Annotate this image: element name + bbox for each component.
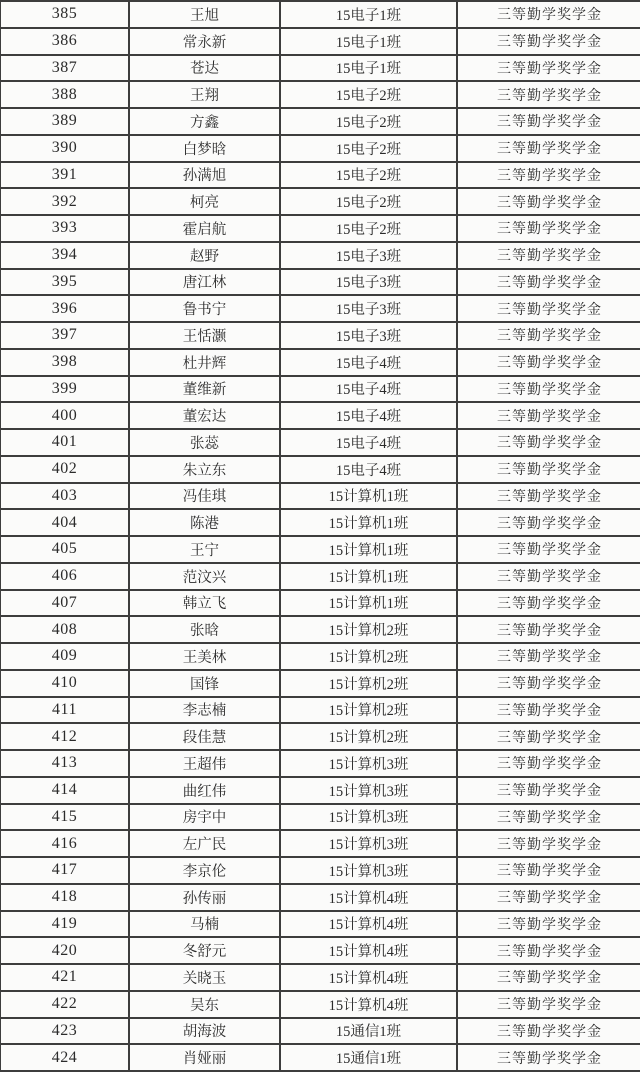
- student-name-cell: 董宏达: [129, 402, 280, 429]
- table-row: [0, 376, 640, 403]
- award-name-cell: 三等勤学奖学金: [457, 830, 640, 857]
- award-name-cell: 三等勤学奖学金: [457, 242, 640, 269]
- class-name-cell: 15电子3班: [280, 242, 457, 269]
- student-name-cell: 方鑫: [129, 108, 280, 135]
- table-row: [0, 590, 640, 617]
- class-name-cell: 15计算机1班: [280, 509, 457, 536]
- class-name-cell: 15计算机2班: [280, 643, 457, 670]
- award-name-cell: 三等勤学奖学金: [457, 697, 640, 724]
- award-name-cell: 三等勤学奖学金: [457, 723, 640, 750]
- table-row: [0, 135, 640, 162]
- award-name-cell: 三等勤学奖学金: [457, 509, 640, 536]
- table-row: [0, 563, 640, 590]
- table-row: [0, 884, 640, 911]
- class-name-cell: 15电子2班: [280, 135, 457, 162]
- class-name-cell: 15电子3班: [280, 322, 457, 349]
- class-name-cell: 15计算机4班: [280, 991, 457, 1018]
- table-row: [0, 1018, 640, 1045]
- table-row: [0, 804, 640, 831]
- student-name-cell: 白梦晗: [129, 135, 280, 162]
- serial-number-cell: 417: [0, 857, 129, 884]
- serial-number-cell: 398: [0, 349, 129, 376]
- class-name-cell: 15电子2班: [280, 108, 457, 135]
- award-name-cell: 三等勤学奖学金: [457, 135, 640, 162]
- student-name-cell: 柯亮: [129, 188, 280, 215]
- table-row: [0, 964, 640, 991]
- class-name-cell: 15电子4班: [280, 456, 457, 483]
- table-row: [0, 429, 640, 456]
- table-row: [0, 295, 640, 322]
- table-row: [0, 616, 640, 643]
- table-row: [0, 697, 640, 724]
- award-name-cell: 三等勤学奖学金: [457, 376, 640, 403]
- table-row: [0, 269, 640, 296]
- serial-number-cell: 392: [0, 188, 129, 215]
- award-name-cell: 三等勤学奖学金: [457, 402, 640, 429]
- student-name-cell: 张蕊: [129, 429, 280, 456]
- award-name-cell: 三等勤学奖学金: [457, 884, 640, 911]
- student-name-cell: 王恬灏: [129, 322, 280, 349]
- table-row: [0, 723, 640, 750]
- award-name-cell: 三等勤学奖学金: [457, 777, 640, 804]
- student-name-cell: 王宁: [129, 536, 280, 563]
- student-name-cell: 胡海波: [129, 1018, 280, 1045]
- student-name-cell: 房宇中: [129, 804, 280, 831]
- serial-number-cell: 406: [0, 563, 129, 590]
- student-name-cell: 王翔: [129, 81, 280, 108]
- serial-number-cell: 415: [0, 804, 129, 831]
- student-name-cell: 国锋: [129, 670, 280, 697]
- award-name-cell: 三等勤学奖学金: [457, 483, 640, 510]
- class-name-cell: 15电子4班: [280, 402, 457, 429]
- serial-number-cell: 391: [0, 162, 129, 189]
- award-name-cell: 三等勤学奖学金: [457, 911, 640, 938]
- table-row: [0, 28, 640, 55]
- class-name-cell: 15计算机1班: [280, 590, 457, 617]
- serial-number-cell: 390: [0, 135, 129, 162]
- serial-number-cell: 414: [0, 777, 129, 804]
- award-name-cell: 三等勤学奖学金: [457, 322, 640, 349]
- class-name-cell: 15计算机4班: [280, 884, 457, 911]
- student-name-cell: 唐江林: [129, 269, 280, 296]
- table-row: [0, 162, 640, 189]
- award-name-cell: 三等勤学奖学金: [457, 456, 640, 483]
- serial-number-cell: 419: [0, 911, 129, 938]
- award-name-cell: 三等勤学奖学金: [457, 616, 640, 643]
- serial-number-cell: 416: [0, 830, 129, 857]
- table-row: [0, 830, 640, 857]
- student-name-cell: 霍启航: [129, 215, 280, 242]
- student-name-cell: 常永新: [129, 28, 280, 55]
- award-name-cell: 三等勤学奖学金: [457, 269, 640, 296]
- class-name-cell: 15计算机2班: [280, 723, 457, 750]
- serial-number-cell: 388: [0, 81, 129, 108]
- serial-number-cell: 420: [0, 937, 129, 964]
- table-row: [0, 1044, 640, 1071]
- serial-number-cell: 421: [0, 964, 129, 991]
- class-name-cell: 15电子1班: [280, 1, 457, 28]
- award-name-cell: 三等勤学奖学金: [457, 188, 640, 215]
- student-name-cell: 苍达: [129, 55, 280, 82]
- student-name-cell: 杜井辉: [129, 349, 280, 376]
- class-name-cell: 15计算机4班: [280, 937, 457, 964]
- award-name-cell: 三等勤学奖学金: [457, 750, 640, 777]
- serial-number-cell: 385: [0, 1, 129, 28]
- class-name-cell: 15电子4班: [280, 376, 457, 403]
- class-name-cell: 15通信1班: [280, 1018, 457, 1045]
- student-name-cell: 左广民: [129, 830, 280, 857]
- student-name-cell: 赵野: [129, 242, 280, 269]
- student-name-cell: 孙传丽: [129, 884, 280, 911]
- student-name-cell: 肖娅丽: [129, 1044, 280, 1071]
- class-name-cell: 15计算机2班: [280, 670, 457, 697]
- award-name-cell: 三等勤学奖学金: [457, 1018, 640, 1045]
- serial-number-cell: 389: [0, 108, 129, 135]
- table-row: [0, 349, 640, 376]
- table-row: [0, 322, 640, 349]
- student-name-cell: 李京伦: [129, 857, 280, 884]
- student-name-cell: 关晓玉: [129, 964, 280, 991]
- award-name-cell: 三等勤学奖学金: [457, 28, 640, 55]
- student-name-cell: 马楠: [129, 911, 280, 938]
- student-name-cell: 吴东: [129, 991, 280, 1018]
- table-row: [0, 509, 640, 536]
- serial-number-cell: 412: [0, 723, 129, 750]
- class-name-cell: 15计算机1班: [280, 483, 457, 510]
- serial-number-cell: 401: [0, 429, 129, 456]
- serial-number-cell: 407: [0, 590, 129, 617]
- class-name-cell: 15通信1班: [280, 1044, 457, 1071]
- table-row: [0, 857, 640, 884]
- table-row: [0, 991, 640, 1018]
- serial-number-cell: 396: [0, 295, 129, 322]
- class-name-cell: 15计算机1班: [280, 563, 457, 590]
- serial-number-cell: 410: [0, 670, 129, 697]
- class-name-cell: 15计算机3班: [280, 804, 457, 831]
- table-row: [0, 108, 640, 135]
- table-row: [0, 215, 640, 242]
- class-name-cell: 15计算机3班: [280, 857, 457, 884]
- serial-number-cell: 405: [0, 536, 129, 563]
- serial-number-cell: 399: [0, 376, 129, 403]
- class-name-cell: 15电子1班: [280, 28, 457, 55]
- table-row: [0, 81, 640, 108]
- serial-number-cell: 411: [0, 697, 129, 724]
- table-row: [0, 1, 640, 28]
- student-name-cell: 王美林: [129, 643, 280, 670]
- serial-number-cell: 403: [0, 483, 129, 510]
- table-row: [0, 55, 640, 82]
- serial-number-cell: 387: [0, 55, 129, 82]
- class-name-cell: 15电子4班: [280, 429, 457, 456]
- table-row: [0, 242, 640, 269]
- class-name-cell: 15计算机3班: [280, 830, 457, 857]
- award-name-cell: 三等勤学奖学金: [457, 81, 640, 108]
- award-name-cell: 三等勤学奖学金: [457, 857, 640, 884]
- serial-number-cell: 409: [0, 643, 129, 670]
- student-name-cell: 范汶兴: [129, 563, 280, 590]
- award-name-cell: 三等勤学奖学金: [457, 215, 640, 242]
- award-name-cell: 三等勤学奖学金: [457, 1044, 640, 1071]
- serial-number-cell: 423: [0, 1018, 129, 1045]
- award-name-cell: 三等勤学奖学金: [457, 162, 640, 189]
- class-name-cell: 15计算机1班: [280, 536, 457, 563]
- serial-number-cell: 402: [0, 456, 129, 483]
- serial-number-cell: 418: [0, 884, 129, 911]
- student-name-cell: 段佳慧: [129, 723, 280, 750]
- class-name-cell: 15计算机3班: [280, 777, 457, 804]
- table-row: [0, 536, 640, 563]
- student-name-cell: 鲁书宁: [129, 295, 280, 322]
- table-row: [0, 937, 640, 964]
- class-name-cell: 15电子3班: [280, 295, 457, 322]
- serial-number-cell: 424: [0, 1044, 129, 1071]
- student-name-cell: 王旭: [129, 1, 280, 28]
- serial-number-cell: 404: [0, 509, 129, 536]
- award-name-cell: 三等勤学奖学金: [457, 1, 640, 28]
- award-name-cell: 三等勤学奖学金: [457, 643, 640, 670]
- class-name-cell: 15计算机4班: [280, 964, 457, 991]
- table-row: [0, 456, 640, 483]
- table-row: [0, 402, 640, 429]
- award-name-cell: 三等勤学奖学金: [457, 563, 640, 590]
- award-name-cell: 三等勤学奖学金: [457, 964, 640, 991]
- student-name-cell: 董维新: [129, 376, 280, 403]
- serial-number-cell: 395: [0, 269, 129, 296]
- student-name-cell: 冬舒元: [129, 937, 280, 964]
- serial-number-cell: 422: [0, 991, 129, 1018]
- table-row: [0, 643, 640, 670]
- award-name-cell: 三等勤学奖学金: [457, 349, 640, 376]
- class-name-cell: 15电子3班: [280, 269, 457, 296]
- award-name-cell: 三等勤学奖学金: [457, 937, 640, 964]
- table-row: [0, 670, 640, 697]
- award-name-cell: 三等勤学奖学金: [457, 55, 640, 82]
- student-name-cell: 朱立东: [129, 456, 280, 483]
- table-row: [0, 188, 640, 215]
- class-name-cell: 15电子4班: [280, 349, 457, 376]
- serial-number-cell: 386: [0, 28, 129, 55]
- class-name-cell: 15电子2班: [280, 215, 457, 242]
- table-row: [0, 750, 640, 777]
- serial-number-cell: 413: [0, 750, 129, 777]
- award-name-cell: 三等勤学奖学金: [457, 429, 640, 456]
- award-name-cell: 三等勤学奖学金: [457, 295, 640, 322]
- student-name-cell: 王超伟: [129, 750, 280, 777]
- award-name-cell: 三等勤学奖学金: [457, 804, 640, 831]
- class-name-cell: 15计算机2班: [280, 616, 457, 643]
- student-name-cell: 陈港: [129, 509, 280, 536]
- class-name-cell: 15计算机2班: [280, 697, 457, 724]
- student-name-cell: 韩立飞: [129, 590, 280, 617]
- serial-number-cell: 394: [0, 242, 129, 269]
- award-name-cell: 三等勤学奖学金: [457, 108, 640, 135]
- student-name-cell: 曲红伟: [129, 777, 280, 804]
- serial-number-cell: 397: [0, 322, 129, 349]
- class-name-cell: 15电子2班: [280, 188, 457, 215]
- table-row: [0, 911, 640, 938]
- serial-number-cell: 408: [0, 616, 129, 643]
- table-row: [0, 483, 640, 510]
- award-name-cell: 三等勤学奖学金: [457, 670, 640, 697]
- class-name-cell: 15电子1班: [280, 55, 457, 82]
- award-name-cell: 三等勤学奖学金: [457, 536, 640, 563]
- scholarship-table-body: [0, 1, 640, 1071]
- serial-number-cell: 400: [0, 402, 129, 429]
- class-name-cell: 15电子2班: [280, 162, 457, 189]
- serial-number-cell: 393: [0, 215, 129, 242]
- class-name-cell: 15计算机3班: [280, 750, 457, 777]
- class-name-cell: 15电子2班: [280, 81, 457, 108]
- student-name-cell: 张晗: [129, 616, 280, 643]
- table-row: [0, 777, 640, 804]
- student-name-cell: 李志楠: [129, 697, 280, 724]
- award-name-cell: 三等勤学奖学金: [457, 590, 640, 617]
- student-name-cell: 孙满旭: [129, 162, 280, 189]
- class-name-cell: 15计算机4班: [280, 911, 457, 938]
- award-name-cell: 三等勤学奖学金: [457, 991, 640, 1018]
- student-name-cell: 冯佳琪: [129, 483, 280, 510]
